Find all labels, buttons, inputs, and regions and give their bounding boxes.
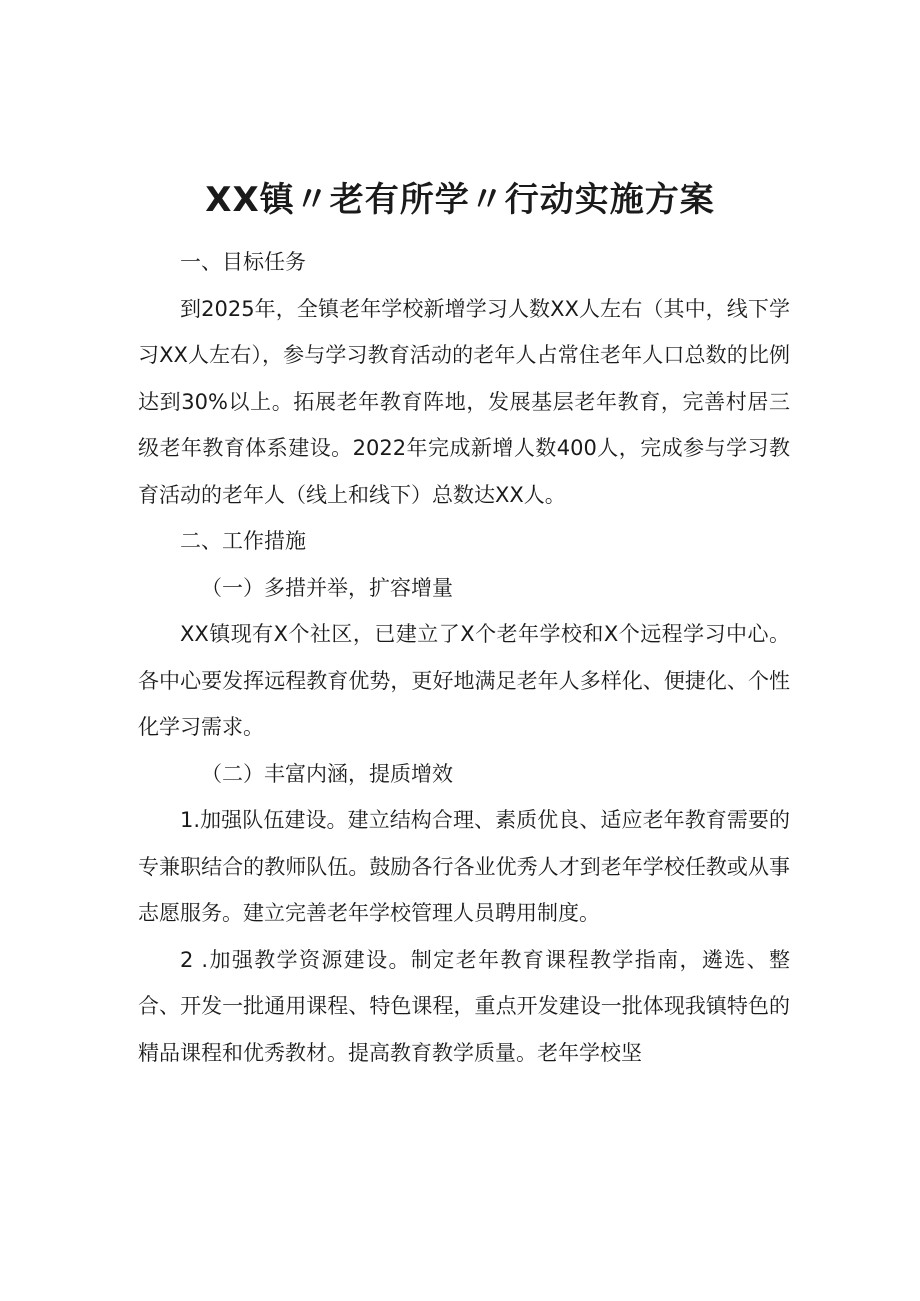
section-heading-measures: 二、工作措施 [180, 529, 306, 553]
list-item-resources: 2 .加强教学资源建设。制定老年教育课程教学指南，遴选、整合、开发一批通用课程、特色课程，重点开发建设一批体现我镇特色的精品课程和优秀教材。提高教育教学质量。老年学校坚 [138, 947, 790, 1065]
section-heading-goals: 一、目标任务 [180, 250, 306, 274]
subsection-heading-quality: （二）丰富内涵，提质增效 [201, 761, 453, 786]
expand-paragraph: XX镇现有X个社区，已建立了X个老年学校和X个远程学习中心。各中心要发挥远程教育优势，更好地满足老年人多样化、便捷化、个性化学习需求。 [138, 622, 790, 739]
document-title: XX镇〃老有所学〃行动实施方案 [205, 180, 715, 220]
list-item-team: 1.加强队伍建设。建立结构合理、素质优良、适应老年教育需要的专兼职结合的教师队伍。鼓励各行各业优秀人才到老年学校任教或从事志愿服务。建立完善老年学校管理人员聘用制度。 [138, 808, 790, 925]
subsection-heading-expand: （一）多措并举，扩容增量 [201, 575, 453, 600]
goals-paragraph: 到2025年，全镇老年学校新增学习人数XX人左右（其中，线下学习XX人左右），参与学习教育活动的老年人占常住老年人口总数的比例达到30%以上。拓展老年教育阵地，发展基层老年教育，完善村居三级老年教育体系建设。2022年完成新增人数400人，完成参与学习教育活动的老年人（线上和线下）总数达XX人。 [138, 296, 790, 507]
document-body [138, 239, 790, 1076]
